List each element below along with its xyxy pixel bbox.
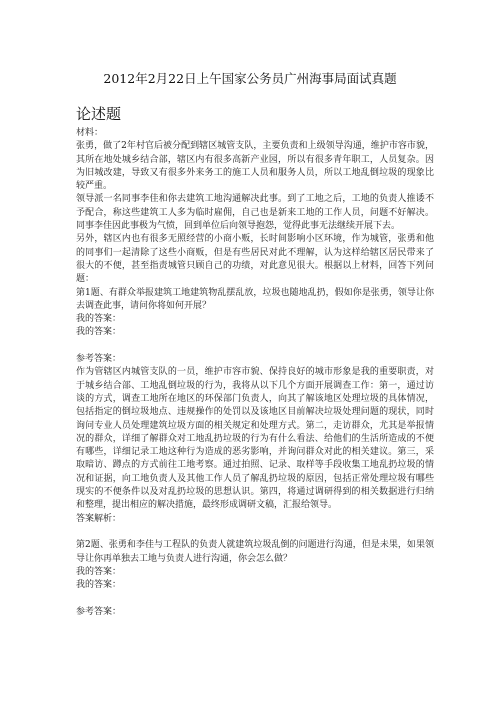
my-answer-label: 我的答案： [76, 327, 122, 338]
material-label: 材料： [76, 128, 104, 138]
question-2: 第2题、张勇和李佳与工程队的负责人就建筑垃圾乱倒的问题进行沟通，但是未果，如果领导让你再单独去工地与负责人进行沟通，你会怎么做？ [76, 540, 434, 564]
my-answer-label: 我的答案： [76, 314, 122, 325]
answer-analysis-label: 答案解析： [76, 513, 122, 524]
material-paragraph: 领导派一名同事李佳和你去建筑工地沟通解决此事。到了工地之后，工地的负责人推诿不予配合，称这些建筑工人多为临时雇佣，自己也是新来工地的工作人员，问题不好解决。同事李佳因此事极为气愤，回到单位后向领导抱怨，觉得此事无法继续开展下去。 [76, 194, 434, 232]
document-title: 2012年2月22日上午国家公务员广州海事局面试真题 [103, 71, 397, 86]
reference-answer-label: 参考答案： [76, 354, 122, 365]
my-answer-label: 我的答案： [76, 566, 122, 577]
my-answer-label: 我的答案： [76, 580, 122, 591]
material-paragraph: 张勇，做了2年村官后被分配到辖区城管支队，主要负责和上级领导沟通，维护市容市貌，其所在地处城乡结合部，辖区内有很多高新产业园，所以有很多青年职工，人员复杂。因为旧城改建，导致又有很多外来务工的施工人员和服务人员，所以工地乱倒垃圾的现象比较严重。 [76, 141, 434, 192]
document-body [76, 127, 434, 619]
section-heading: 论述题 [76, 105, 122, 123]
reference-answer-label: 参考答案： [76, 606, 122, 617]
material-paragraph: 另外，辖区内也有很多无照经营的小商小贩，长时间影响小区环境，作为城管，张勇和他的同事们一起清除了这些小商贩，但是有些居民对此不理解，认为这样给辖区居民带来了很大的不便，甚至指责城管只顾自己的功绩，对此意见很大。根据以上材料，回答下列问题： [76, 234, 434, 285]
question-1: 第1题、有群众举报建筑工地建筑物乱摆乱放，垃圾也随地乱扔，假如你是张勇，领导让你去调查此事，请问你将如何开展？ [76, 287, 434, 311]
reference-answer-text: 作为管辖区内城管支队的一员，维护市容市貌、保持良好的城市形象是我的重要职责，对于城乡结合部、工地乱倒垃圾的行为，我将从以下几个方面开展调查工作：第一，通过访谈的方式，调查工地所在地区的环保部门负责人，向其了解该地区处理垃圾的具体情况，包括指定的倒垃圾地点、违规操作的处罚以及该地区目前解决垃圾处理问题的现状，同时询问专业人员处理建筑垃圾方面的相关规定和处理方式。第二，走访群众，尤其是举报情况的群众，详细了解群众对工地乱扔垃圾的行为有什么看法、给他们的生活所造成的不便有哪些，详细记录工地这种行为造成的恶劣影响，并询问群众对此的相关建议。第三，采取暗访、蹲点的方式前往工地考察。通过拍照、记录、取样等手段收集工地乱扔垃圾的情况和证据，向工地负责人及其他工作人员了解乱扔垃圾的原因，包括正常处理垃圾有哪些现实的不便条件以及对乱扔垃圾的思想认识。第四，将通过调研得到的相关数据进行归纳和整理，提出相应的解决措施，最终形成调研文稿，汇报给领导。 [76, 367, 434, 511]
